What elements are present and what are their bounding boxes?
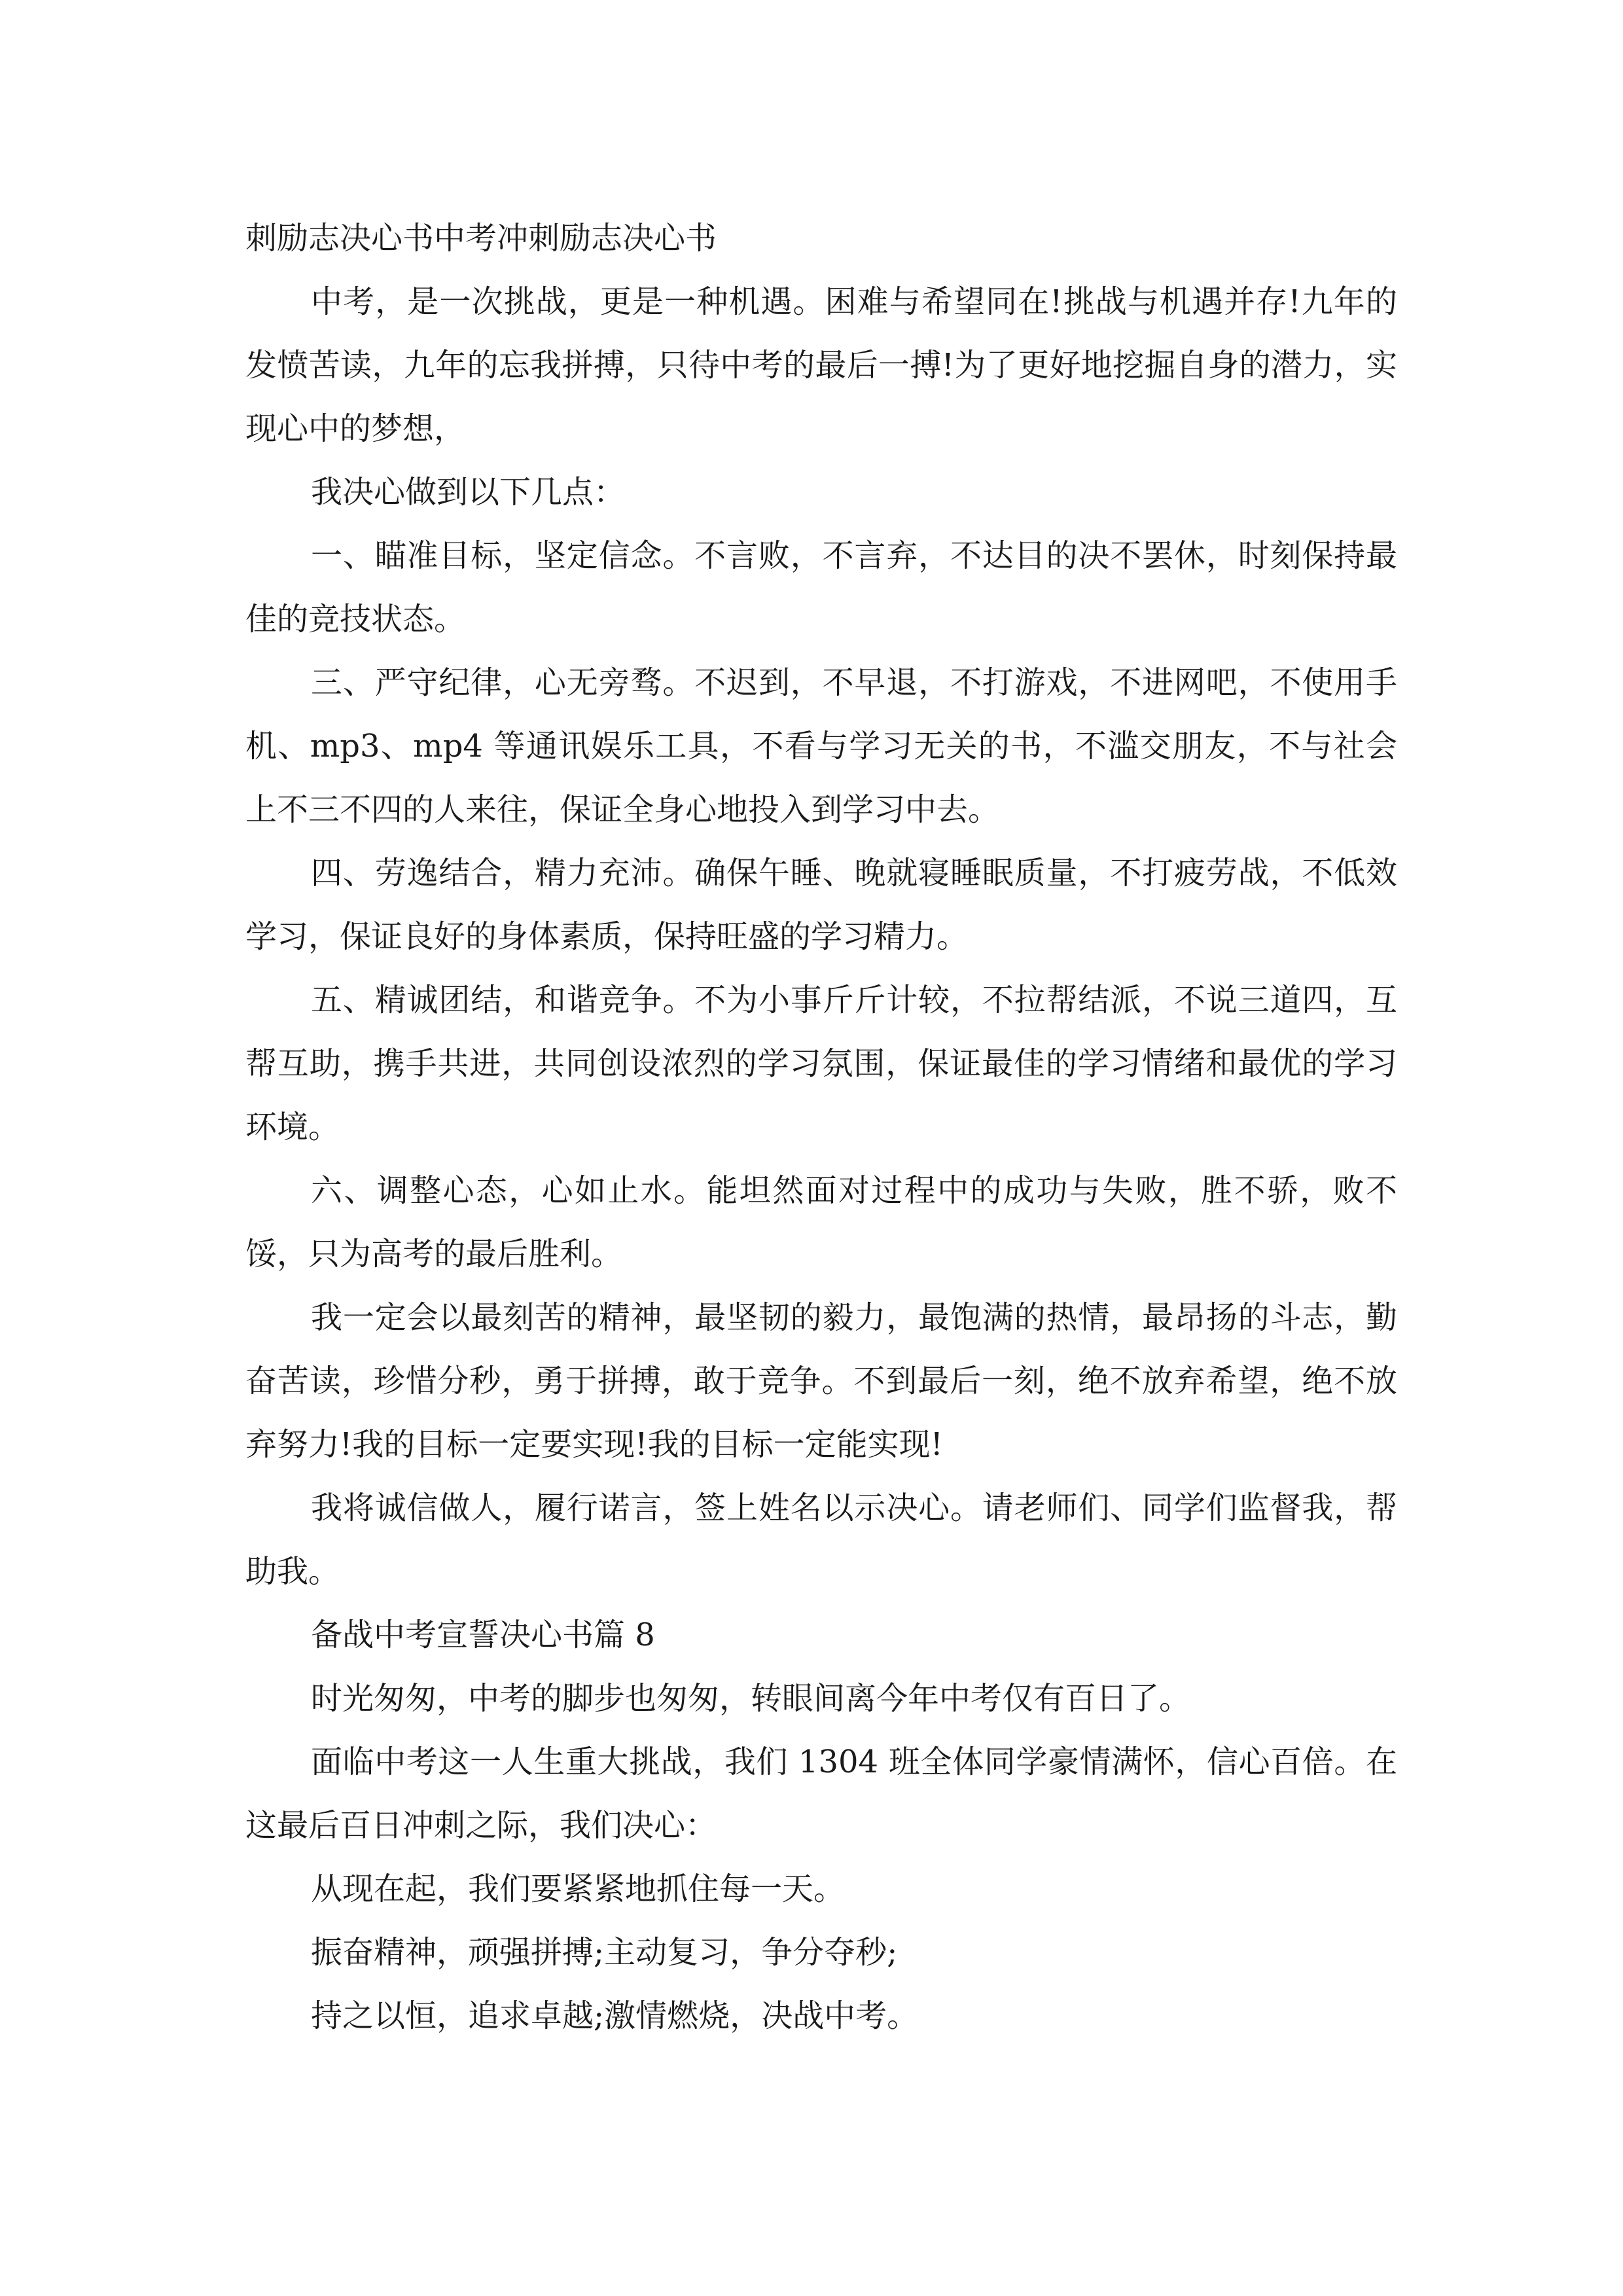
document-title: 刺励志决心书中考冲刺励志决心书 bbox=[245, 220, 717, 257]
paragraph-point-6: 六、调整心态，心如止水。能坦然面对过程中的成功与失败，胜不骄，败不馁，只为高考的最后胜利。 bbox=[245, 1172, 1397, 1272]
paragraph-from-now: 从现在起，我们要紧紧地抓住每一天。 bbox=[311, 1871, 846, 1907]
paragraph-spirit: 振奋精神，顽强拼搏;主动复习，争分夺秒; bbox=[311, 1934, 898, 1971]
paragraph-signature-pledge: 我将诚信做人，履行诺言，签上姓名以示决心。请老师们、同学们监督我，帮助我。 bbox=[245, 1490, 1397, 1590]
section-heading: 备战中考宣誓决心书篇 8 bbox=[311, 1617, 655, 1653]
paragraph-intro: 中考，是一次挑战，更是一种机遇。困难与希望同在!挑战与机遇并存!九年的发愤苦读，九年的忘我拼搏，只待中考的最后一搏!为了更好地挖掘自身的潜力，实现心中的梦想， bbox=[245, 283, 1397, 447]
document-body bbox=[245, 207, 1397, 2048]
paragraph-time: 时光匆匆，中考的脚步也匆匆，转眼间离今年中考仅有百日了。 bbox=[311, 1680, 1191, 1717]
paragraph-point-5: 五、精诚团结，和谐竞争。不为小事斤斤计较，不拉帮结派，不说三道四，互帮互助，携手共进，共同创设浓烈的学习氛围，保证最佳的学习情绪和最优的学习环境。 bbox=[245, 982, 1397, 1145]
paragraph-commitment: 我一定会以最刻苦的精神，最坚韧的毅力，最饱满的热情，最昂扬的斗志，勤奋苦读，珍惜分秒，勇于拼搏，敢于竞争。不到最后一刻，绝不放弃希望，绝不放弃努力!我的目标一定要实现!我的目标一定能实现! bbox=[245, 1299, 1397, 1463]
paragraph-challenge: 面临中考这一人生重大挑战，我们 1304 班全体同学豪情满怀，信心百倍。在这最后百日冲刺之际，我们决心： bbox=[245, 1744, 1397, 1844]
paragraph-point-4: 四、劳逸结合，精力充沛。确保午睡、晚就寝睡眠质量，不打疲劳战，不低效学习，保证良好的身体素质，保持旺盛的学习精力。 bbox=[245, 855, 1397, 955]
paragraph-point-1: 一、瞄准目标，坚定信念。不言败，不言弃，不达目的决不罢休，时刻保持最佳的竞技状态。 bbox=[245, 537, 1397, 637]
paragraph-resolve-points: 我决心做到以下几点： bbox=[311, 474, 626, 511]
paragraph-point-3: 三、严守纪律，心无旁骛。不迟到，不早退，不打游戏，不进网吧，不使用手机、mp3、mp4 等通讯娱乐工具，不看与学习无关的书，不滥交朋友，不与社会上不三不四的人来往，保证全身心地投入到学习中去。 bbox=[245, 664, 1397, 828]
paragraph-persevere: 持之以恒，追求卓越;激情燃烧，决战中考。 bbox=[311, 1998, 919, 2034]
